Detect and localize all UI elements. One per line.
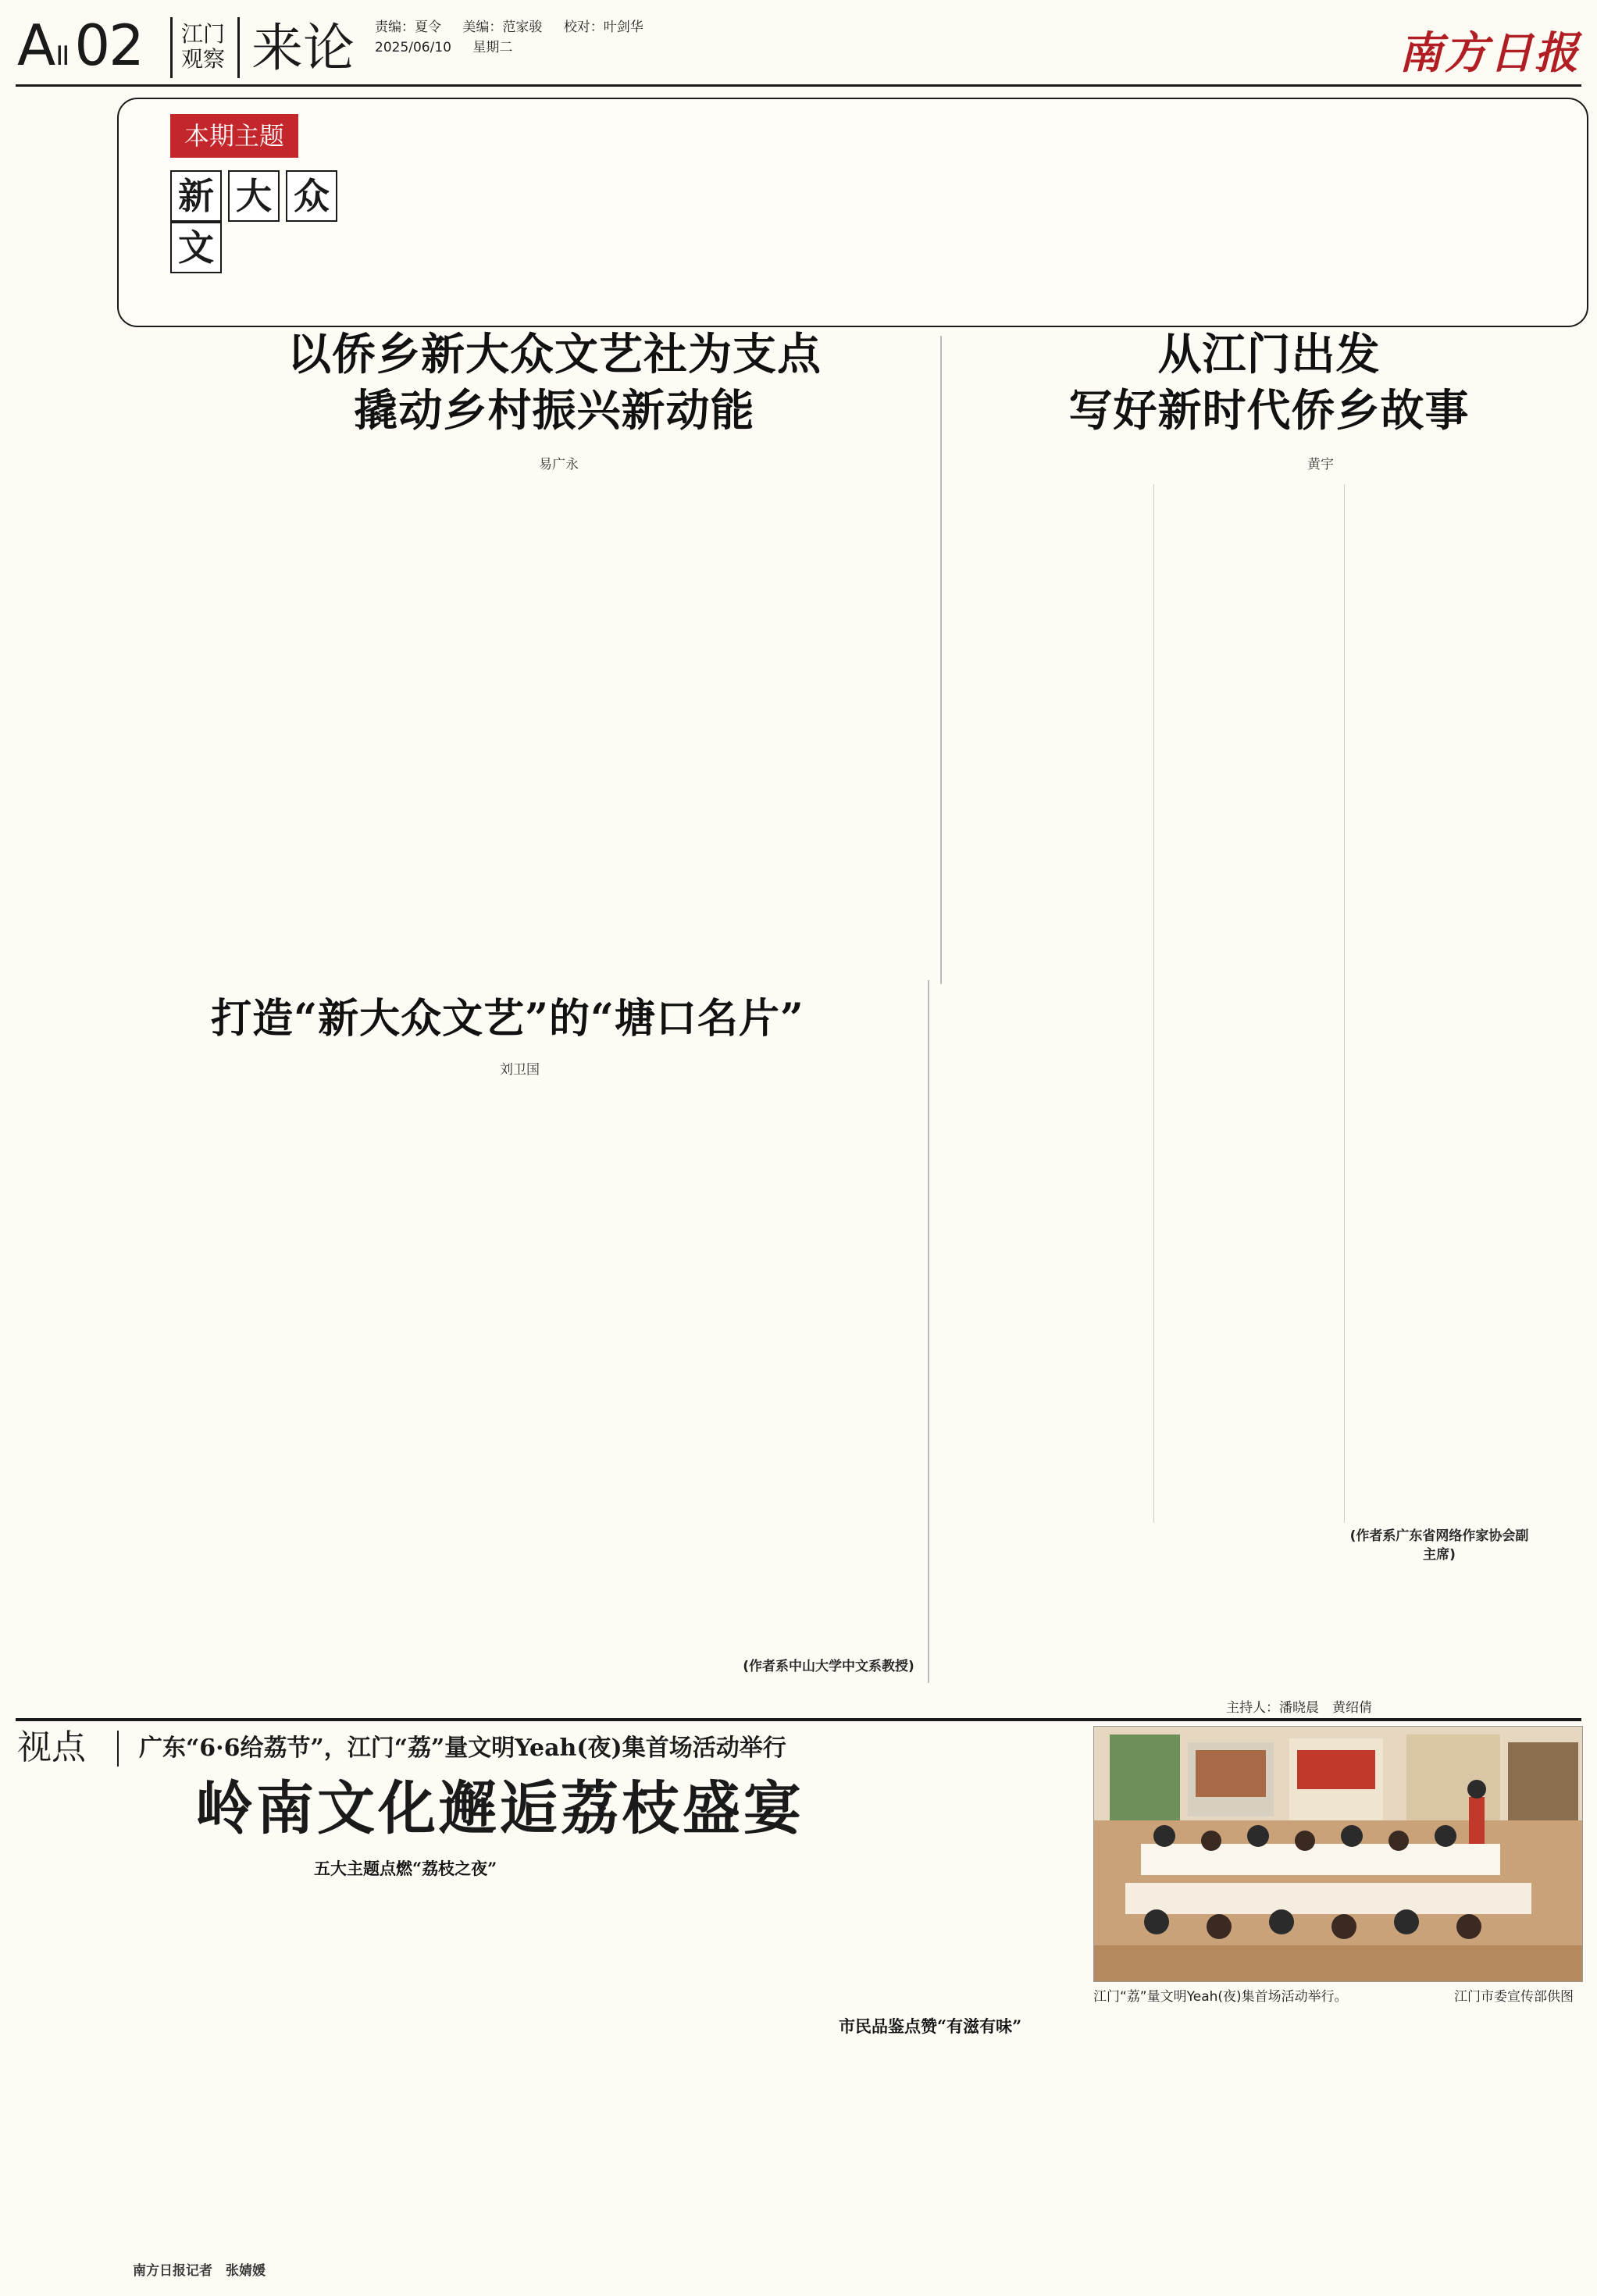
masthead-rule [16, 84, 1581, 87]
page-number [17, 14, 143, 87]
article2-col1 [961, 484, 1148, 1460]
photo-caption: 江门“荔”量文明Yeah(夜)集首场活动举行。 [1093, 1989, 1348, 2005]
article2-title-line2: 写好新时代侨乡故事 [1068, 385, 1470, 437]
article1-title [187, 326, 921, 439]
article1-col2 [322, 484, 515, 984]
viewpoint-label: 视点 [17, 1727, 86, 1767]
article3-title: 打造“新大众文艺”的“塘口名片” [211, 995, 804, 1043]
article1-col1 [102, 484, 306, 984]
column-divider [1344, 484, 1345, 1523]
article3-author-note: (作者系中山大学中文系教授) [743, 1659, 914, 1674]
page-roman: II [55, 41, 69, 72]
topic-char: 大 [228, 170, 280, 222]
article1-col4 [740, 484, 928, 984]
article3-col2 [322, 1086, 515, 1679]
credit-designer: 美编：范家骏 [462, 20, 543, 35]
viewpoint-title: 岭南文化邂逅荔枝盛宴 [195, 1775, 804, 1842]
viewpoint-col6 [1348, 2015, 1582, 2280]
page-num: 02 [74, 12, 143, 78]
divider [117, 1731, 119, 1767]
article3-col4 [740, 1086, 917, 1656]
topic-char: 新 [170, 170, 222, 222]
section-small: 江门观察 [180, 21, 225, 72]
credit-editor: 责编：夏令 [375, 20, 441, 35]
topic-char: 众 [286, 170, 337, 222]
divider [170, 17, 173, 78]
column-divider [940, 336, 942, 984]
article2-byline: 黄宇 [1307, 457, 1334, 472]
column-divider [1153, 484, 1154, 1523]
article3-col1 [102, 1086, 306, 1679]
newspaper-logo: 南方日报 [1399, 27, 1580, 79]
divider [237, 17, 240, 78]
article3-col3 [531, 1086, 725, 1679]
column-divider [928, 980, 929, 1683]
viewpoint-subhead-2: 市民品鉴点赞“有滋有味” [839, 2016, 1022, 2036]
masthead [0, 0, 1597, 94]
topic-title-2 [170, 228, 397, 297]
issue-date: 2025/06/10 [375, 40, 451, 55]
issue-weekday: 星期二 [472, 40, 513, 55]
topic-badge: 本期主题 [170, 114, 298, 158]
credit-proofreader: 校对：叶剑华 [563, 20, 643, 35]
article3-byline: 刘卫国 [500, 1062, 540, 1078]
article2-col3 [1349, 484, 1529, 1523]
article1-title-line1: 以侨乡新大众文艺社为支点 [287, 329, 822, 380]
viewpoint-kicker: 广东“6·6给荔节”，江门“荔”量文明Yeah(夜)集首场活动举行 [139, 1734, 786, 1762]
article2-title-line1: 从江门出发 [1157, 329, 1381, 380]
viewpoint-col1 [47, 1859, 294, 2249]
credits [375, 17, 661, 58]
viewpoint-col4b [839, 2043, 1085, 2280]
viewpoint-col4 [839, 1859, 1085, 2012]
section-title: 来论 [251, 18, 355, 78]
event-photo-illustration [1094, 1727, 1582, 1981]
topic-char: 文 [170, 222, 222, 273]
article2-title [961, 326, 1577, 439]
hosts-credit: 主持人：潘晓晨 黄绍倩 [1226, 1700, 1372, 1716]
viewpoint-byline: 南方日报记者 张婧媛 [133, 2263, 266, 2279]
page-letter: A [17, 12, 55, 78]
article1-byline: 易广永 [539, 457, 579, 472]
viewpoint-col5 [1101, 2015, 1335, 2280]
article1-title-line2: 撬动乡村振兴新动能 [354, 385, 755, 437]
viewpoint-subhead-1: 五大主题点燃“荔枝之夜” [314, 1859, 497, 1878]
article2-col2 [1159, 484, 1339, 1460]
section-rule [16, 1718, 1581, 1721]
article1-col3 [531, 484, 725, 984]
article2-author-note: (作者系广东省网络作家协会副主席) [1349, 1528, 1529, 1563]
event-photo [1093, 1726, 1583, 1982]
viewpoint-col3 [576, 1859, 823, 2280]
photo-credit: 江门市委宣传部供图 [1454, 1989, 1574, 2005]
viewpoint-col2 [314, 1885, 561, 2280]
